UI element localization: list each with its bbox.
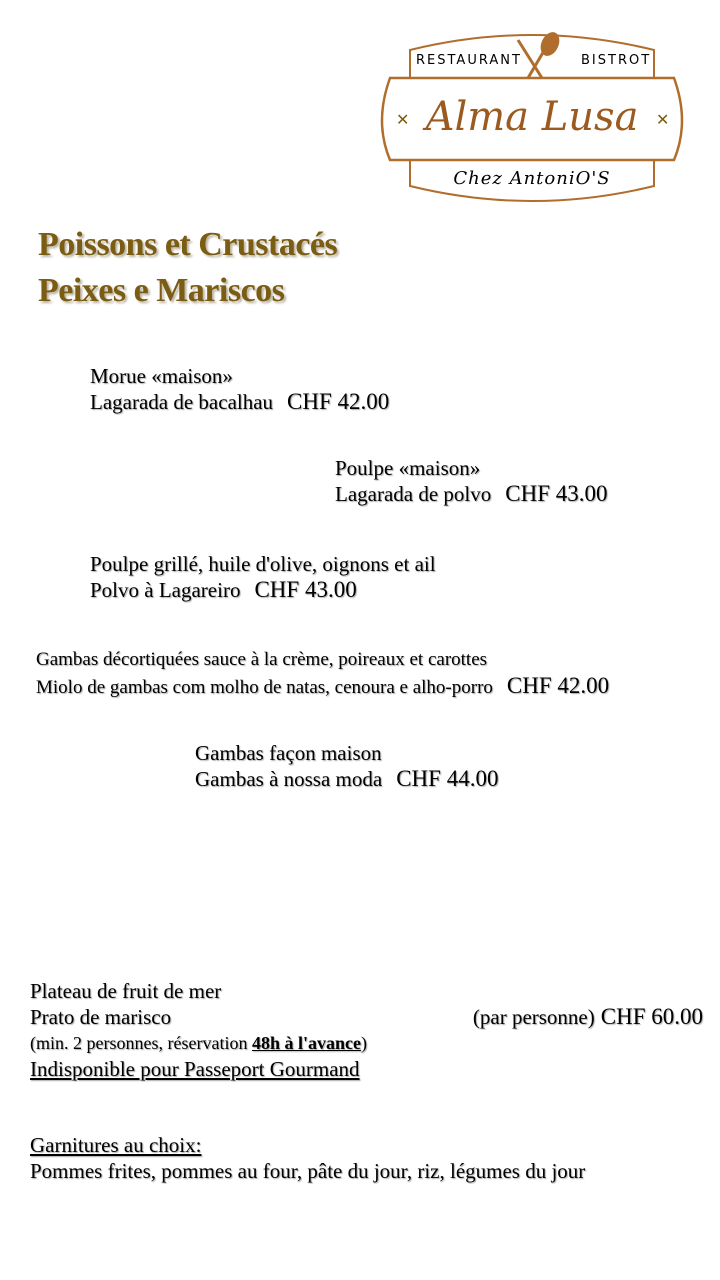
section-title-pt: Peixes e Mariscos (38, 272, 285, 309)
logo-name: Alma Lusa (425, 94, 639, 140)
item-name-pt: Lagarada de polvo (335, 482, 492, 506)
section-title-fr: Poissons et Crustacés (38, 226, 338, 263)
svg-text:✕: ✕ (396, 110, 410, 129)
platter-name-pt: Prato de marisco (30, 1005, 172, 1029)
platter-note-end: ) (360, 1033, 367, 1053)
sides-list: Pommes frites, pommes au four, pâte du jour, riz, légumes du jour (30, 1159, 586, 1183)
item-price: CHF 43.00 (505, 481, 608, 506)
logo-restaurant-label: RESTAURANT (416, 53, 522, 68)
svg-text:✕: ✕ (656, 110, 670, 129)
logo-subtitle: Chez AntoniO'S (453, 168, 611, 189)
item-name-pt: Miolo de gambas com molho de natas, cenoura e alho-porro (36, 677, 493, 698)
item-name-fr: Gambas décortiquées sauce à la crème, poireaux et carottes (36, 649, 488, 670)
platter-price: CHF 60.00 (600, 1004, 703, 1029)
item-name-pt: Lagarada de bacalhau (90, 390, 274, 414)
item-price: CHF 42.00 (287, 389, 390, 414)
item-price: CHF 44.00 (396, 766, 499, 791)
platter-note-advance: 48h à l'avance (251, 1033, 361, 1053)
menu-item (335, 455, 608, 507)
section-title (38, 222, 337, 314)
menu-item (195, 740, 498, 792)
item-name-fr: Morue «maison» (90, 364, 233, 388)
platter-unavailable: Indisponible pour Passeport Gourmand (30, 1057, 360, 1081)
item-price: CHF 42.00 (506, 673, 610, 698)
item-name-fr: Poulpe grillé, huile d'olive, oignons et ail (90, 552, 436, 576)
menu-item (90, 363, 389, 415)
platter-note (30, 1030, 703, 1056)
sides (30, 1132, 585, 1184)
platter-name-fr: Plateau de fruit de mer (30, 979, 222, 1003)
menu-item (36, 647, 609, 701)
seafood-platter (30, 978, 703, 1082)
item-name-fr: Gambas façon maison (195, 741, 382, 765)
platter-note-text: (min. 2 personnes, réservation (30, 1033, 252, 1053)
item-name-pt: Gambas à nossa moda (195, 767, 383, 791)
logo-bistrot-label: BISTROT (581, 53, 652, 68)
platter-per-person: (par personne) (472, 1005, 595, 1029)
item-name-fr: Poulpe «maison» (335, 456, 481, 480)
sides-heading: Garnitures au choix: (30, 1133, 202, 1157)
item-name-pt: Polvo à Lagareiro (90, 578, 241, 602)
restaurant-logo (378, 22, 686, 214)
menu-item (90, 551, 436, 603)
item-price: CHF 43.00 (254, 577, 357, 602)
